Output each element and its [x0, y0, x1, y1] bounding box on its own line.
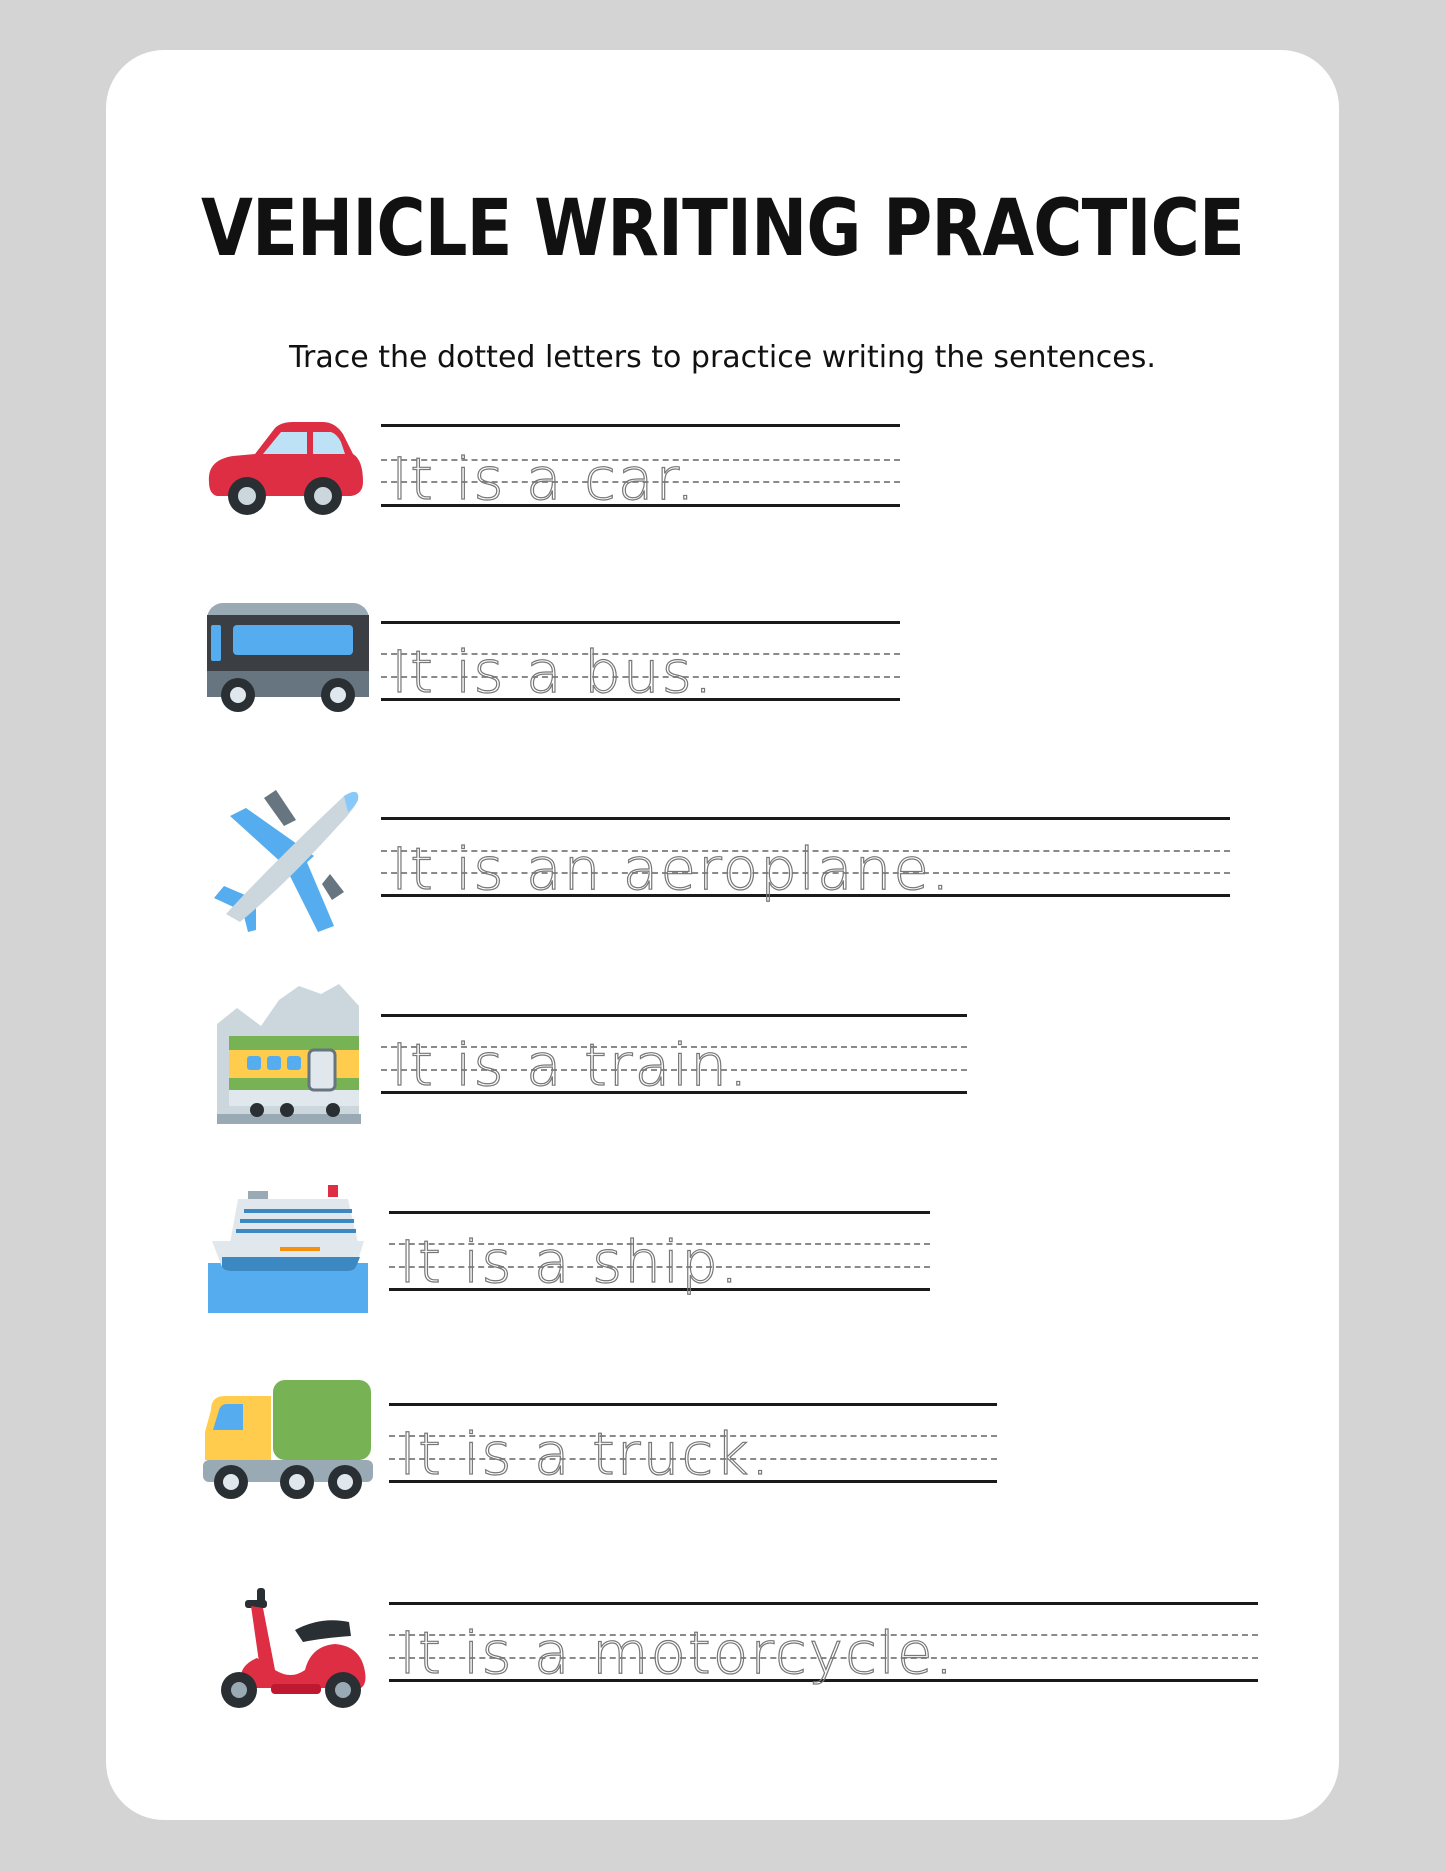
- trace-sentence: It is a car.: [391, 445, 697, 513]
- trace-sentence: It is a truck.: [399, 1420, 772, 1488]
- ship-icon: [208, 1183, 368, 1313]
- tracing-area[interactable]: [381, 1014, 967, 1099]
- trace-sentence: It is an aeroplane.: [391, 835, 952, 903]
- tracing-area[interactable]: [381, 817, 1230, 903]
- truck-icon: [203, 1378, 373, 1502]
- tracing-area[interactable]: [389, 1602, 1258, 1687]
- trace-sentence: It is a motorcycle.: [399, 1619, 956, 1687]
- trace-sentence: It is a ship.: [399, 1228, 741, 1296]
- airplane-icon: [210, 786, 362, 934]
- tracing-area[interactable]: [381, 621, 900, 706]
- train-icon: [217, 982, 361, 1124]
- red-car-icon: [203, 420, 365, 520]
- instructions-text: Trace the dotted letters to practice writing the sentences.: [289, 340, 1156, 375]
- scooter-icon: [211, 1586, 369, 1710]
- trace-sentence: It is a bus.: [391, 638, 715, 706]
- tracing-area[interactable]: [389, 1403, 997, 1488]
- bus-icon: [205, 601, 371, 717]
- worksheet-title: VEHICLE WRITING PRACTICE: [201, 184, 1244, 274]
- tracing-area[interactable]: [389, 1211, 930, 1296]
- worksheet-card: [106, 50, 1339, 1820]
- tracing-area[interactable]: [381, 424, 900, 513]
- trace-sentence: It is a train.: [391, 1031, 750, 1099]
